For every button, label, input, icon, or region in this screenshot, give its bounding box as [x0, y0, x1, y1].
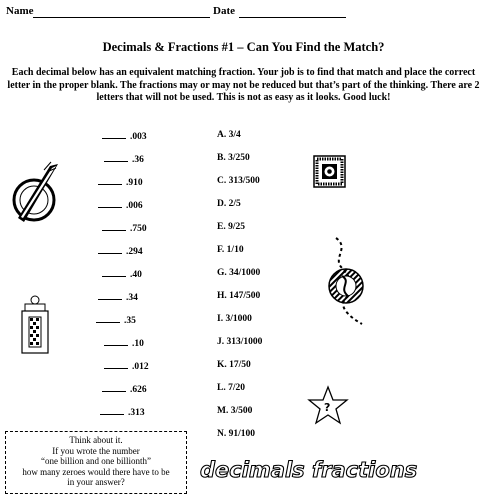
fraction-option: A. 3/4	[217, 130, 241, 140]
think-line: If you wrote the number	[52, 445, 140, 456]
decimal-row	[98, 199, 143, 211]
answer-blank[interactable]	[104, 360, 128, 369]
fraction-option: J. 313/1000	[217, 337, 263, 347]
fraction-option: L. 7/20	[217, 383, 245, 393]
fraction-option: C. 313/500	[217, 176, 260, 186]
decimal-value: .35	[124, 316, 136, 326]
answer-blank[interactable]	[102, 268, 126, 277]
question-star-icon	[306, 385, 350, 427]
answer-blank[interactable]	[102, 130, 126, 139]
name-line[interactable]	[33, 17, 210, 18]
decimal-value: .910	[126, 178, 143, 188]
answer-blank[interactable]	[98, 291, 122, 300]
answer-blank[interactable]	[96, 314, 120, 323]
square-target-icon	[313, 155, 347, 189]
date-line[interactable]	[239, 17, 346, 18]
decimal-row	[96, 314, 136, 326]
think-line: in your answer?	[67, 477, 125, 487]
decimal-row	[104, 360, 149, 372]
answer-blank[interactable]	[100, 406, 124, 415]
wordart-title	[200, 455, 418, 485]
think-line: how many zeroes would there have to be	[22, 466, 170, 477]
decimal-value: .012	[132, 362, 149, 372]
decimal-value: .626	[130, 385, 147, 395]
answer-blank[interactable]	[98, 176, 122, 185]
striped-ball-icon	[322, 236, 372, 326]
decimal-row	[98, 245, 143, 257]
fraction-option: B. 3/250	[217, 153, 250, 163]
decimal-value: .10	[132, 339, 144, 349]
decimal-value: .003	[130, 132, 147, 142]
domino-tower-icon	[19, 295, 51, 355]
name-label: Name	[6, 5, 34, 17]
answer-blank[interactable]	[102, 222, 126, 231]
fraction-option: F. 1/10	[217, 245, 244, 255]
compass-clipart-icon	[6, 160, 66, 230]
think-about-it-box	[5, 431, 187, 494]
fraction-option: E. 9/25	[217, 222, 245, 232]
decimal-row	[98, 176, 143, 188]
answer-blank[interactable]	[102, 383, 126, 392]
decimal-row	[102, 222, 147, 234]
think-line: Think about it.	[69, 435, 123, 445]
instructions: Each decimal below has an equivalent matching fraction. Your job is to find that match and place the correct letter in the proper blank. The fractions may or may not be reduced but that’s part of the thinking. There are 2 letters that will not be used. This is not as easy as it looks. Good luck!	[7, 67, 480, 103]
fraction-option: K. 17/50	[217, 360, 251, 370]
decimal-row	[104, 337, 144, 349]
svg-text:?: ?	[324, 401, 331, 414]
page-title: Decimals & Fractions #1 – Can You Find the Match?	[102, 40, 385, 54]
answer-blank[interactable]	[98, 245, 122, 254]
wordart-text: decimals fractions	[200, 458, 418, 482]
decimal-row	[98, 291, 138, 303]
decimal-row	[102, 268, 142, 280]
fraction-option: I. 3/1000	[217, 314, 252, 324]
fraction-option: N. 91/100	[217, 429, 255, 439]
decimal-row	[104, 153, 144, 165]
fraction-option: M. 3/500	[217, 406, 253, 416]
decimal-value: .36	[132, 155, 144, 165]
decimal-value: .40	[130, 270, 142, 280]
decimal-value: .34	[126, 293, 138, 303]
decimal-value: .294	[126, 247, 143, 257]
answer-blank[interactable]	[104, 153, 128, 162]
decimal-value: .750	[130, 224, 147, 234]
answer-blank[interactable]	[98, 199, 122, 208]
decimal-value: .313	[128, 408, 145, 418]
decimal-row	[100, 406, 145, 418]
think-line: “one billion and one billionth”	[41, 456, 151, 466]
fraction-option: D. 2/5	[217, 199, 241, 209]
decimal-value: .006	[126, 201, 143, 211]
fraction-option: H. 147/500	[217, 291, 261, 301]
decimal-row	[102, 383, 147, 395]
date-label: Date	[213, 5, 235, 17]
decimal-row	[102, 130, 147, 142]
answer-blank[interactable]	[104, 337, 128, 346]
fraction-option: G. 34/1000	[217, 268, 261, 278]
